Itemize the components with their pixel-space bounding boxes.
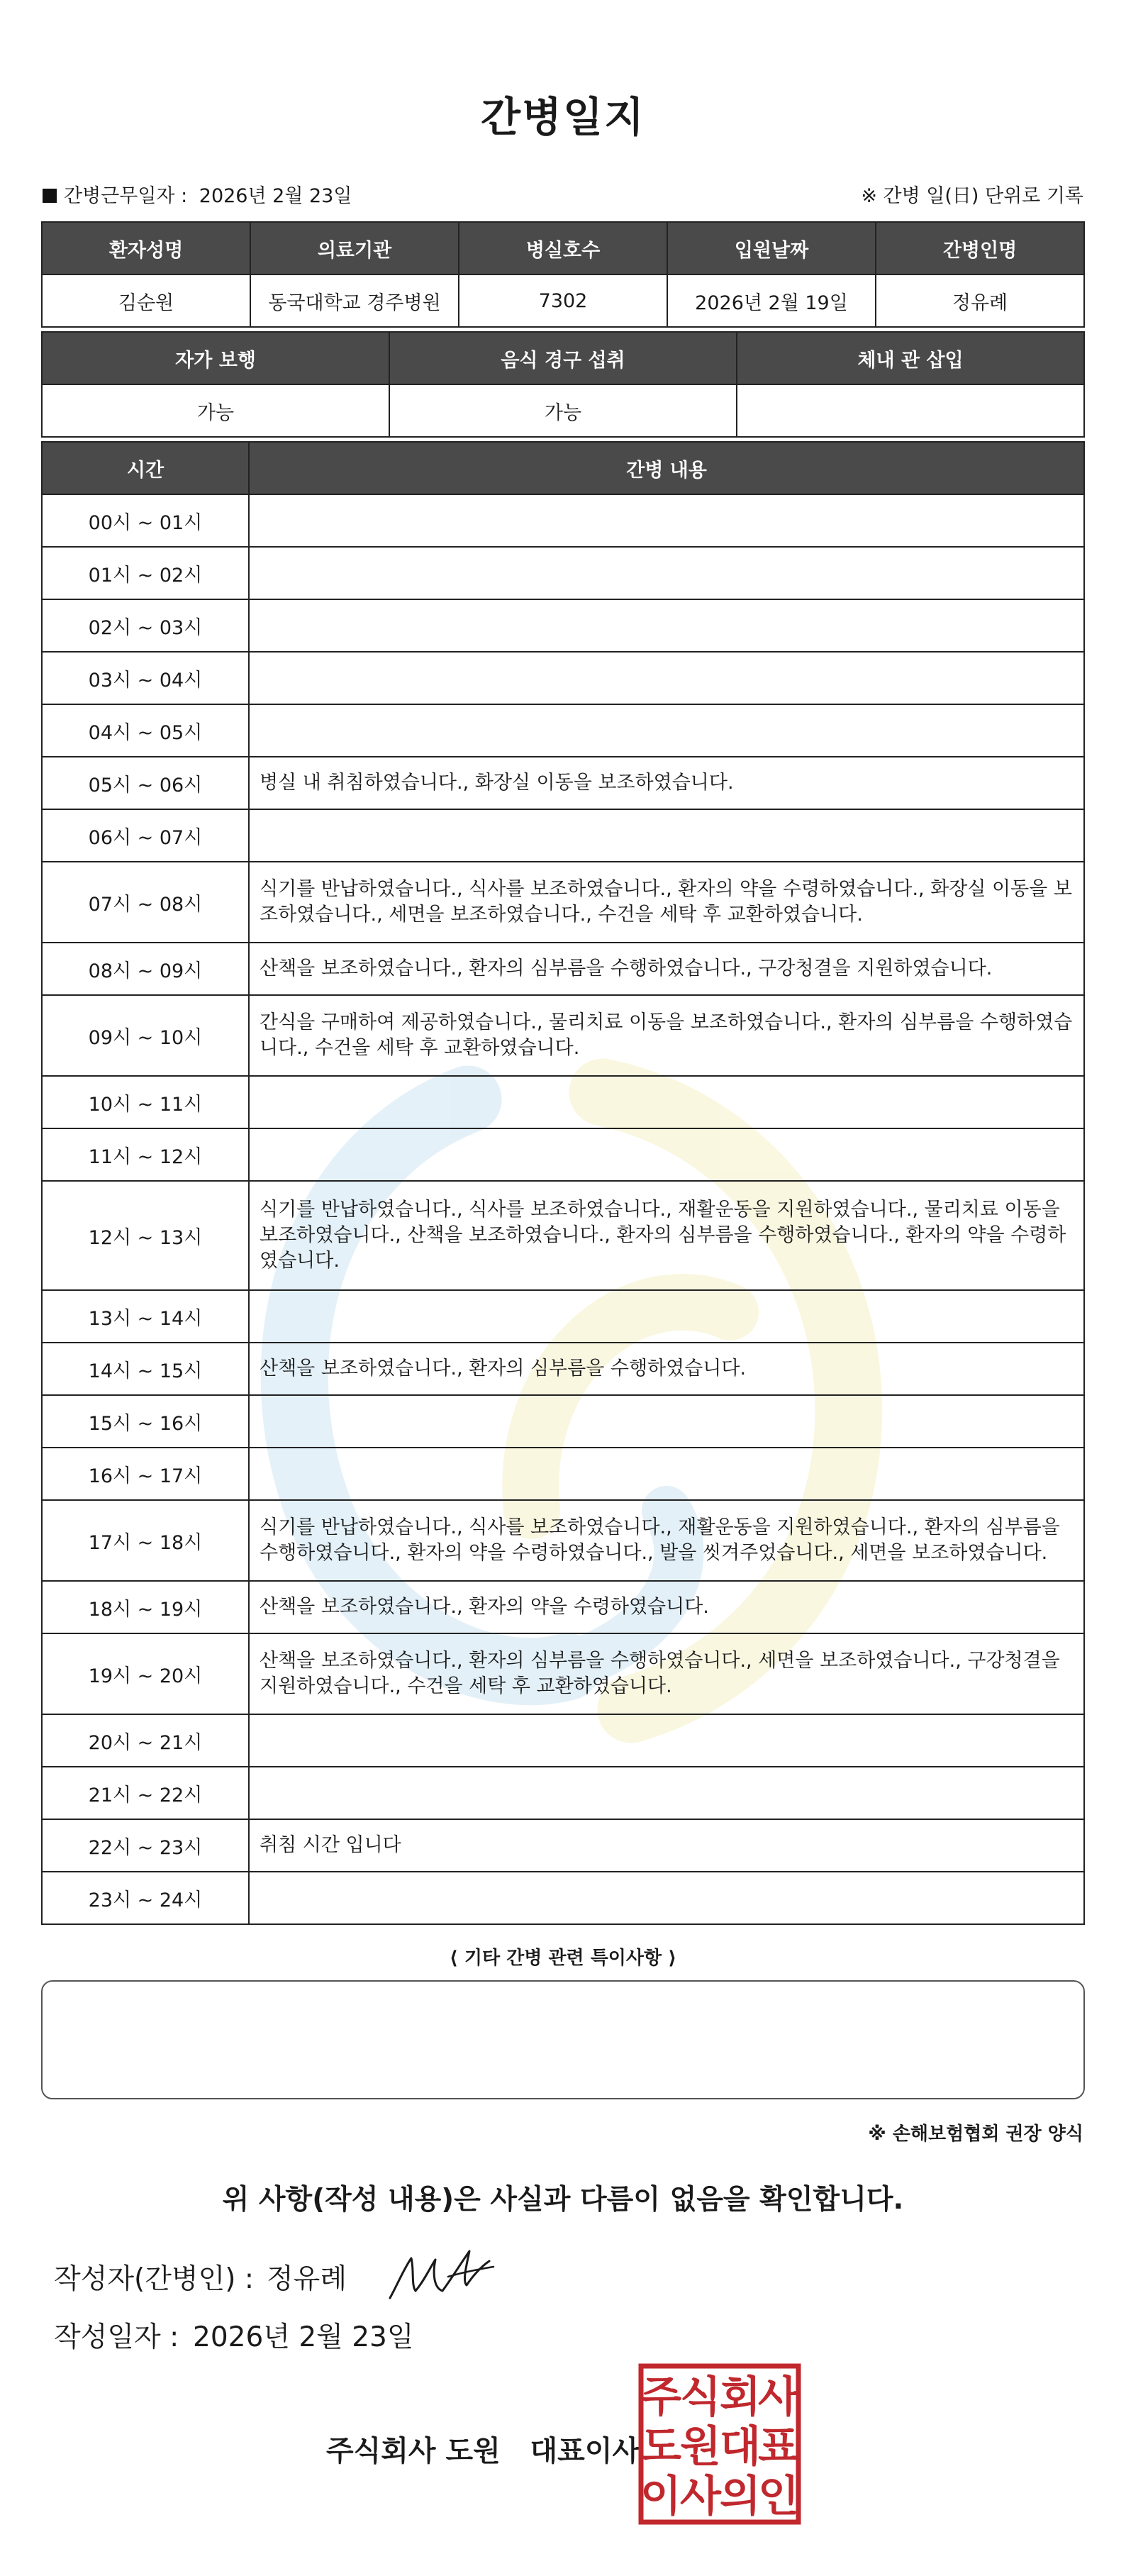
header-time: 시간 — [42, 442, 249, 494]
time-slot: 13시 ~ 14시 — [42, 1290, 249, 1343]
room-number: 7302 — [459, 274, 667, 327]
care-content: 식기를 반납하였습니다., 식사를 보조하였습니다., 재활운동을 지원하였습니다., 물리치료 이동을 보조하였습니다., 산책을 보조하였습니다., 환자의 심부름을 수행하였습니다., 환자의 약을 수령하였습니다. — [249, 1181, 1084, 1290]
table-row — [42, 1581, 1084, 1633]
care-content — [249, 1767, 1084, 1819]
time-slot: 22시 ~ 23시 — [42, 1819, 249, 1872]
writer-line — [54, 2257, 347, 2297]
table-row — [42, 1500, 1084, 1581]
table-row — [42, 943, 1084, 995]
header-care-content: 간병 내용 — [249, 442, 1084, 494]
table-row — [42, 1767, 1084, 1819]
care-content — [249, 809, 1084, 862]
svg-text:인: 인 — [758, 2472, 799, 2521]
header-room-number: 병실호수 — [459, 222, 667, 274]
table-row — [42, 1290, 1084, 1343]
care-content — [249, 547, 1084, 599]
time-slot: 02시 ~ 03시 — [42, 599, 249, 652]
table-row — [42, 809, 1084, 862]
table-row — [42, 757, 1084, 809]
care-content: 산책을 보조하였습니다., 환자의 약을 수령하였습니다. — [249, 1581, 1084, 1633]
company-seal-stamp — [638, 2363, 801, 2525]
work-date-value: 2026년 2월 23일 — [199, 185, 352, 207]
time-slot: 11시 ~ 12시 — [42, 1128, 249, 1181]
time-slot: 09시 ~ 10시 — [42, 995, 249, 1076]
time-slot: 14시 ~ 15시 — [42, 1343, 249, 1395]
writer-label: 작성자(간병인) : — [54, 2263, 255, 2295]
company-representative: 주식회사 도원 대표이사 — [326, 2435, 640, 2467]
table-row — [42, 1343, 1084, 1395]
time-slot: 23시 ~ 24시 — [42, 1872, 249, 1924]
time-slot: 17시 ~ 18시 — [42, 1500, 249, 1581]
table-row — [42, 1819, 1084, 1872]
care-content — [249, 1448, 1084, 1500]
time-slot: 21시 ~ 22시 — [42, 1767, 249, 1819]
time-slot: 00시 ~ 01시 — [42, 494, 249, 547]
patient-status-table — [41, 331, 1085, 438]
time-slot: 05시 ~ 06시 — [42, 757, 249, 809]
table-row — [42, 1395, 1084, 1448]
care-content: 식기를 반납하였습니다., 식사를 보조하였습니다., 환자의 약을 수령하였습니다., 화장실 이동을 보조하였습니다., 세면을 보조하였습니다., 수건을 세탁 후 교환하였습니다. — [249, 862, 1084, 943]
svg-text:회: 회 — [720, 2372, 761, 2422]
care-log-header-row — [42, 442, 1084, 494]
time-slot: 12시 ~ 13시 — [42, 1181, 249, 1290]
time-slot: 07시 ~ 08시 — [42, 862, 249, 943]
institution: 동국대학교 경주병원 — [250, 274, 459, 327]
care-content — [249, 494, 1084, 547]
svg-text:원: 원 — [680, 2422, 721, 2472]
svg-text:대: 대 — [720, 2422, 761, 2472]
time-slot: 20시 ~ 21시 — [42, 1714, 249, 1767]
patient-status-value-row — [42, 384, 1084, 437]
header-self-walking: 자가 보행 — [42, 332, 389, 384]
svg-text:이: 이 — [640, 2472, 681, 2521]
time-slot: 01시 ~ 02시 — [42, 547, 249, 599]
writer-name: 정유례 — [267, 2263, 347, 2295]
table-row — [42, 1633, 1084, 1714]
header-oral-intake: 음식 경구 섭취 — [389, 332, 737, 384]
care-content — [249, 1872, 1084, 1924]
square-bullet-icon — [43, 189, 57, 203]
time-slot: 06시 ~ 07시 — [42, 809, 249, 862]
table-row — [42, 599, 1084, 652]
written-date-value: 2026년 2월 23일 — [193, 2321, 414, 2353]
table-row — [42, 1181, 1084, 1290]
header-tube-insertion: 체내 관 삽입 — [737, 332, 1084, 384]
table-row — [42, 1872, 1084, 1924]
care-content — [249, 1395, 1084, 1448]
table-row — [42, 1128, 1084, 1181]
table-row — [42, 1714, 1084, 1767]
svg-text:식: 식 — [680, 2372, 721, 2422]
work-date-label: 간병근무일자 : — [64, 185, 188, 207]
care-content: 간식을 구매하여 제공하였습니다., 물리치료 이동을 보조하였습니다., 환자의 심부름을 수행하였습니다., 수건을 세탁 후 교환하였습니다. — [249, 995, 1084, 1076]
header-patient-name: 환자성명 — [42, 222, 250, 274]
patient-info-header-row — [42, 222, 1084, 274]
oral-intake-value: 가능 — [389, 384, 737, 437]
table-row — [42, 1076, 1084, 1128]
table-row — [42, 652, 1084, 704]
confirmation-statement: 위 사항(작성 내용)은 사실과 다름이 없음을 확인합니다. — [222, 2184, 904, 2216]
tube-insertion-value — [737, 384, 1084, 437]
patient-name: 김순원 — [42, 274, 250, 327]
svg-text:표: 표 — [758, 2422, 799, 2472]
table-row — [42, 494, 1084, 547]
care-log-table — [41, 441, 1085, 1925]
table-row — [42, 995, 1084, 1076]
time-slot: 19시 ~ 20시 — [42, 1633, 249, 1714]
care-content — [249, 1290, 1084, 1343]
time-slot: 15시 ~ 16시 — [42, 1395, 249, 1448]
handwritten-signature — [383, 2241, 503, 2305]
svg-text:도: 도 — [640, 2422, 681, 2472]
care-content: 산책을 보조하였습니다., 환자의 심부름을 수행하였습니다. — [249, 1343, 1084, 1395]
time-slot: 08시 ~ 09시 — [42, 943, 249, 995]
special-notes-box — [41, 1980, 1085, 2099]
self-walking-value: 가능 — [42, 384, 389, 437]
time-slot: 18시 ~ 19시 — [42, 1581, 249, 1633]
care-content: 식기를 반납하였습니다., 식사를 보조하였습니다., 재활운동을 지원하였습니다., 환자의 심부름을 수행하였습니다., 환자의 약을 수령하였습니다., 발을 씻겨주었습니다., 세면을 보조하였습니다. — [249, 1500, 1084, 1581]
header-institution: 의료기관 — [250, 222, 459, 274]
care-content — [249, 599, 1084, 652]
time-slot: 10시 ~ 11시 — [42, 1076, 249, 1128]
admission-date: 2026년 2월 19일 — [667, 274, 876, 327]
recommendation-note: ※ 손해보험협회 권장 양식 — [868, 2123, 1083, 2145]
table-row — [42, 862, 1084, 943]
page-title: 간병일지 — [480, 93, 646, 141]
svg-text:주: 주 — [640, 2372, 681, 2422]
header-admission-date: 입원날짜 — [667, 222, 876, 274]
care-content — [249, 704, 1084, 757]
written-date-line — [54, 2315, 414, 2355]
time-slot: 03시 ~ 04시 — [42, 652, 249, 704]
care-content: 취침 시간 입니다 — [249, 1819, 1084, 1872]
patient-status-header-row — [42, 332, 1084, 384]
care-content — [249, 1076, 1084, 1128]
care-content — [249, 1714, 1084, 1767]
care-content: 병실 내 취침하였습니다., 화장실 이동을 보조하였습니다. — [249, 757, 1084, 809]
svg-text:사: 사 — [758, 2372, 799, 2422]
care-content: 산책을 보조하였습니다., 환자의 심부름을 수행하였습니다., 세면을 보조하였습니다., 구강청결을 지원하였습니다., 수건을 세탁 후 교환하였습니다. — [249, 1633, 1084, 1714]
caregiver-name: 정유례 — [876, 274, 1084, 327]
time-slot: 16시 ~ 17시 — [42, 1448, 249, 1500]
special-notes-title: ⟨ 기타 간병 관련 특이사항 ⟩ — [449, 1948, 677, 1969]
table-row — [42, 1448, 1084, 1500]
table-row — [42, 547, 1084, 599]
written-date-label: 작성일자 : — [54, 2321, 179, 2353]
care-content — [249, 1128, 1084, 1181]
table-row — [42, 704, 1084, 757]
svg-text:사: 사 — [680, 2472, 721, 2521]
care-content: 산책을 보조하였습니다., 환자의 심부름을 수행하였습니다., 구강청결을 지원하였습니다. — [249, 943, 1084, 995]
patient-info-table — [41, 221, 1085, 328]
svg-text:의: 의 — [720, 2472, 761, 2521]
work-date — [43, 180, 352, 208]
time-slot: 04시 ~ 05시 — [42, 704, 249, 757]
header-caregiver-name: 간병인명 — [876, 222, 1084, 274]
care-content — [249, 652, 1084, 704]
record-unit-note: ※ 간병 일(日) 단위로 기록 — [861, 185, 1083, 207]
patient-info-value-row — [42, 274, 1084, 327]
